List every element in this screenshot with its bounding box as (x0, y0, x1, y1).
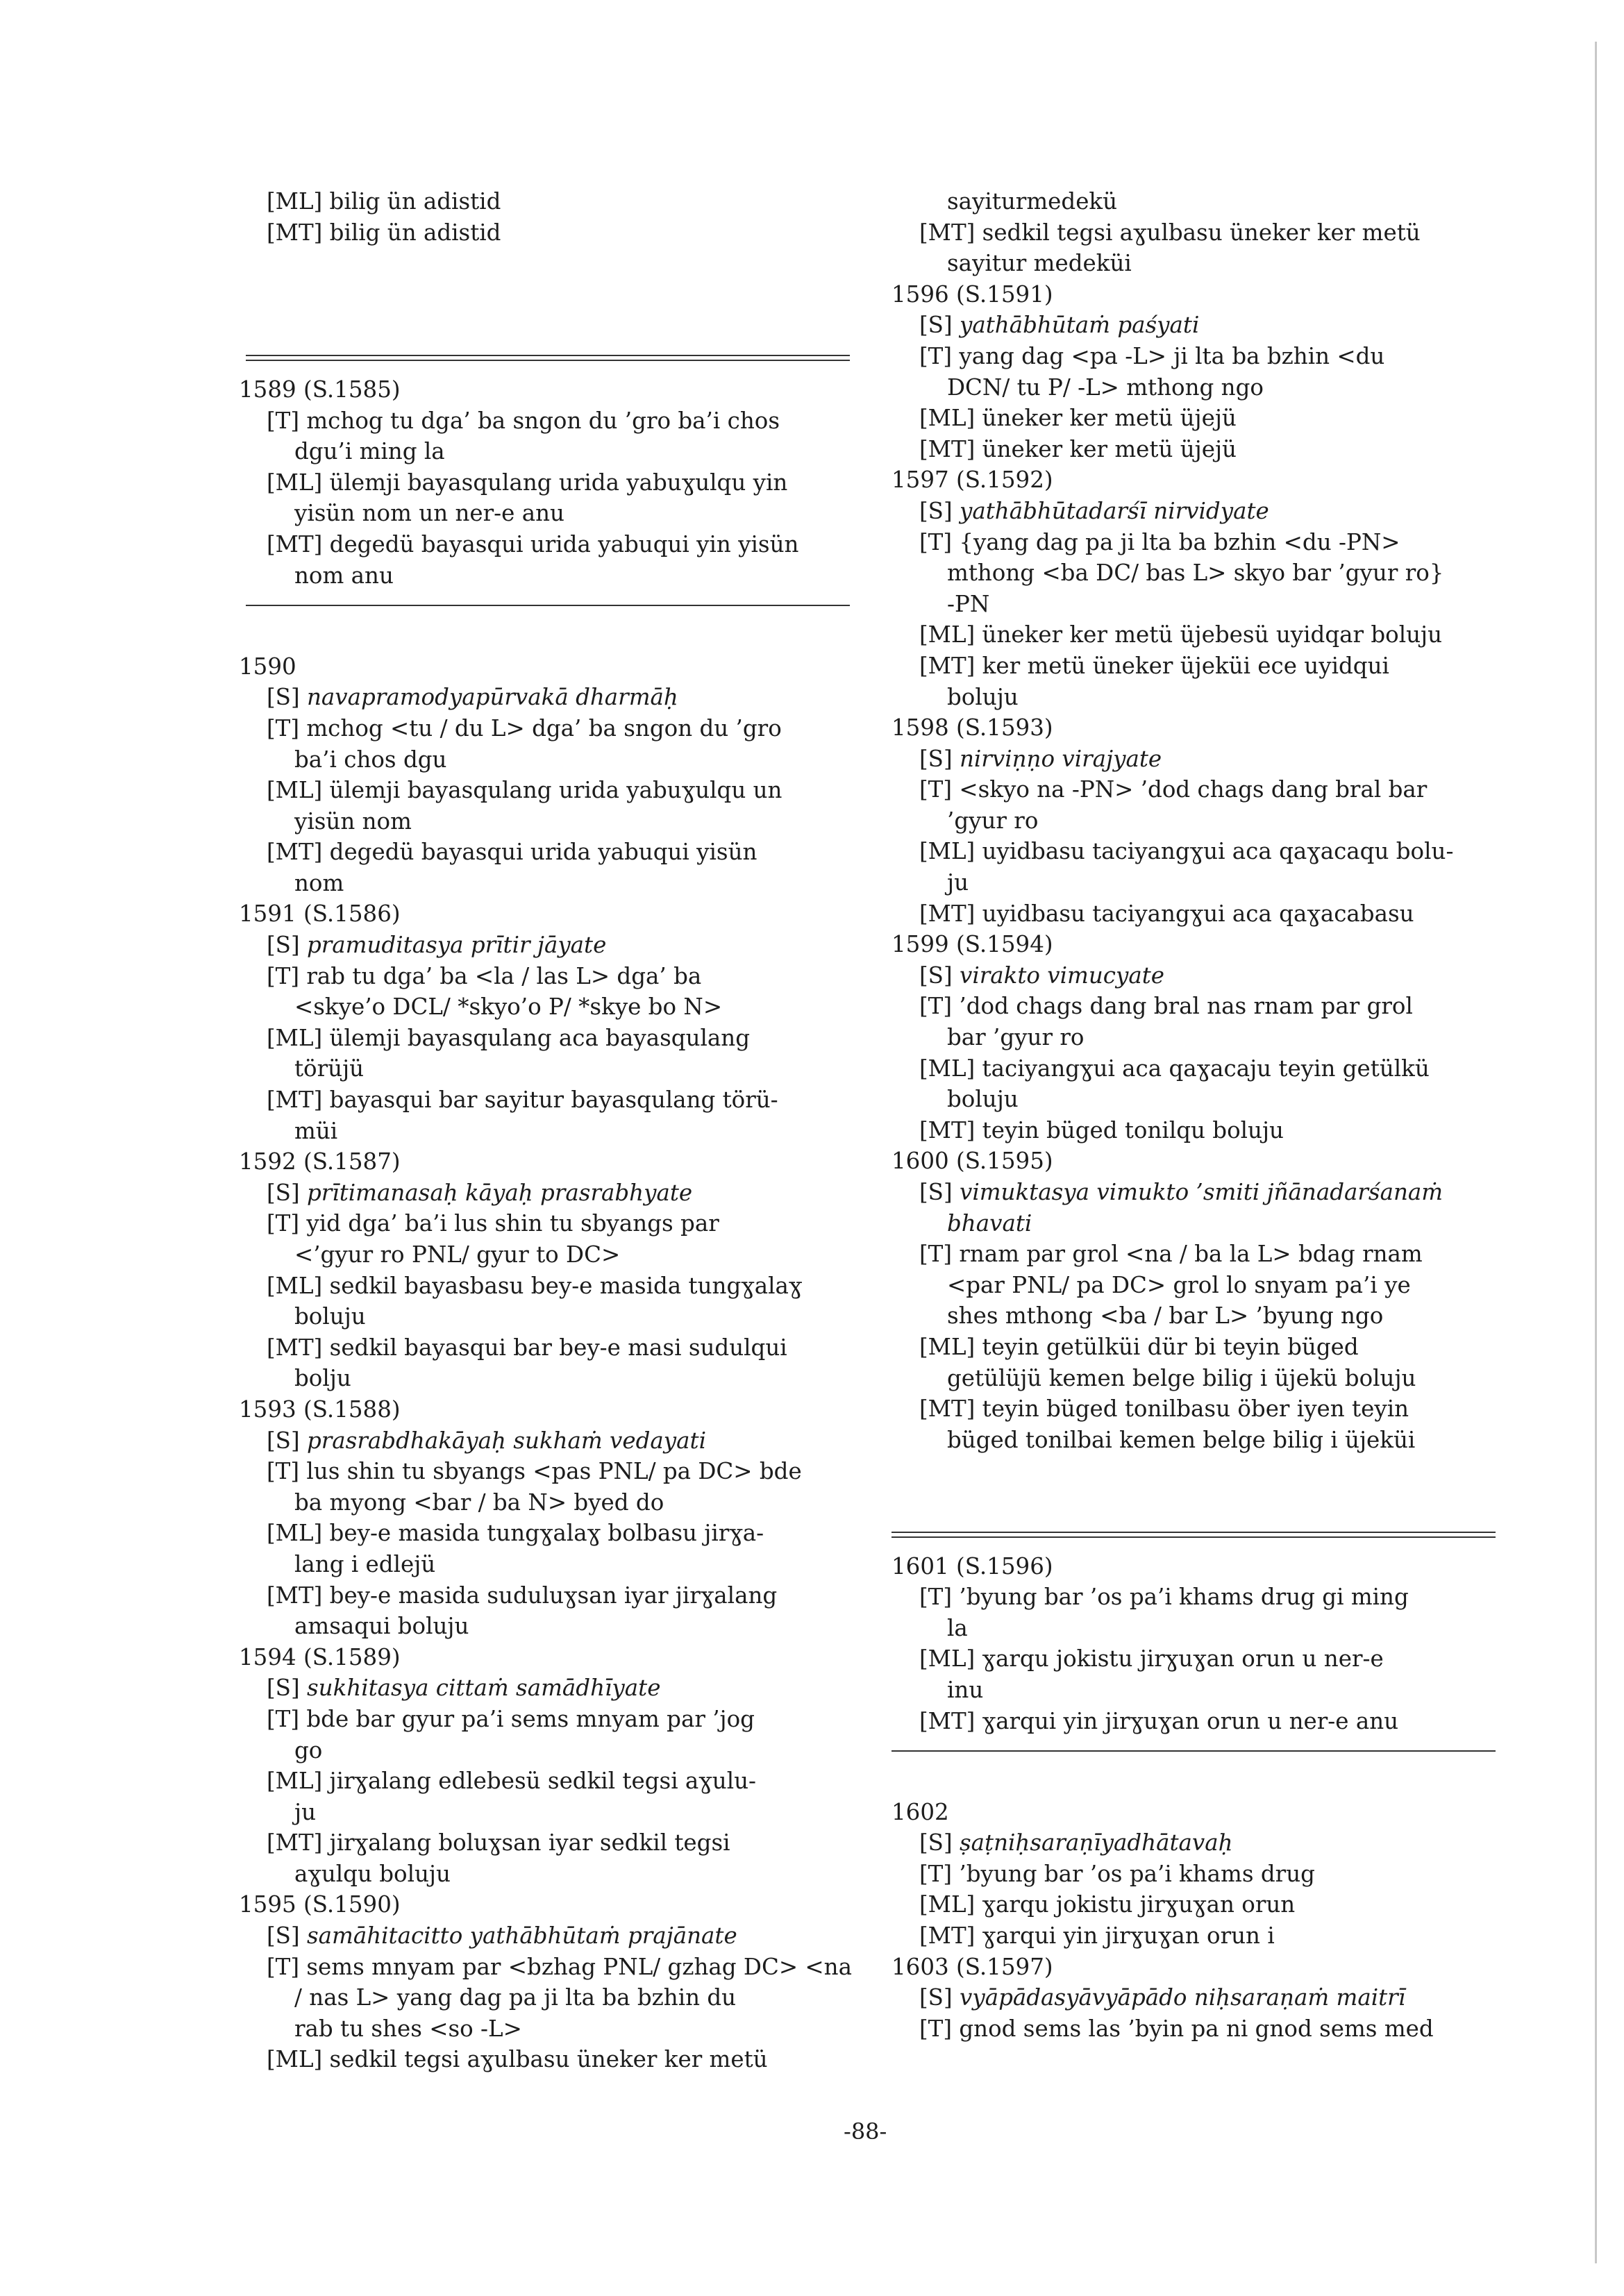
line-text: amsaqui boluju (294, 1613, 469, 1640)
entry-line (891, 1643, 1502, 1675)
sanskrit-text: virakto vimucyate (959, 962, 1165, 989)
entry-continuation (239, 1053, 850, 1084)
line-text: 1597 (S.1592) (891, 467, 1053, 494)
sanskrit-text: navapramodyapūrvakā dharmāḥ (306, 684, 678, 711)
line-text: bar ’gyur ro (947, 1024, 1085, 1051)
entry-continuation (239, 1735, 850, 1766)
entry-continuation (239, 1549, 850, 1580)
line-text: [MT] degedü bayasqui urida yabuqui yin yisün (267, 530, 799, 558)
line-tag: [S] (919, 497, 960, 524)
entry-line (239, 1518, 850, 1549)
line-text: [ML] taciyangɣui aca qaɣacaju teyin getülkü (919, 1055, 1430, 1082)
entry-line (891, 898, 1502, 930)
entry-line (239, 1920, 850, 1952)
sanskrit-text: yathābhūtadarśī nirvidyate (959, 497, 1269, 524)
line-text: [MT] ɣarqui yin jirɣuɣan orun i (919, 1922, 1275, 1950)
line-text: 1600 (S.1595) (891, 1148, 1053, 1175)
line-text: [T] rnam par grol <na / ba la L> bdag rnam (919, 1241, 1423, 1268)
entry-number (891, 464, 1502, 496)
line-tag: [S] (267, 932, 307, 959)
entry-line (239, 1673, 850, 1704)
line-text: [MT] uyidbasu taciyangɣui aca qaɣacabasu (919, 900, 1414, 927)
line-text: nom (294, 869, 344, 896)
entry-line (891, 403, 1502, 434)
spacer (239, 310, 850, 341)
spacer (891, 1486, 1502, 1518)
entry-continuation (239, 1239, 850, 1271)
entry-line (891, 836, 1502, 867)
line-text: sayitur medeküi (947, 250, 1132, 277)
entry-line (239, 529, 850, 560)
entry-number (239, 898, 850, 930)
line-text: / nas L> yang dag pa ji lta ba bzhin du (294, 1984, 737, 2011)
line-text: 1592 (S.1587) (239, 1148, 401, 1175)
line-text: 1602 (891, 1798, 949, 1825)
line-text: bolju (294, 1365, 351, 1392)
line-tag: [S] (267, 1922, 307, 1950)
spacer (239, 279, 850, 310)
entry-line (239, 1425, 850, 1457)
line-text: DCN/ tu P/ -L> mthong ngo (947, 374, 1264, 401)
entry-line (239, 1704, 850, 1735)
line-text: 1601 (S.1596) (891, 1552, 1053, 1579)
line-text: [MT] bayasqui bar sayitur bayasqulang törü- (267, 1087, 778, 1114)
entry-line (239, 775, 850, 806)
line-text: [MT] sedkil bayasqui bar bey-e masi sudulqui (267, 1334, 787, 1361)
entry-continuation (239, 1982, 850, 2013)
sanskrit-text: pramuditasya prītir jāyate (306, 932, 607, 959)
entry-continuation (891, 867, 1502, 898)
line-text: [MT] jirɣalang boluɣsan iyar sedkil tegsi (267, 1829, 730, 1857)
entry-line (239, 1178, 850, 1209)
line-text: [MT] degedü bayasqui urida yabuqui yisün (267, 839, 757, 866)
entry-line (891, 2013, 1502, 2045)
entry-continuation (239, 868, 850, 899)
entry-number (891, 1146, 1502, 1177)
entry-continuation (891, 1022, 1502, 1053)
line-text: [ML] jirɣalang edlebesü sedkil tegsi aɣulu- (267, 1768, 757, 1795)
entry-continuation (239, 2013, 850, 2045)
entry-line (891, 991, 1502, 1022)
line-tag: [S] (919, 745, 960, 772)
line-text: 1593 (S.1588) (239, 1396, 401, 1423)
sanskrit-text: vimuktasya vimukto ’smiti jñānadarśanaṁ (959, 1179, 1443, 1205)
entry-continuation (891, 1675, 1502, 1706)
entry-continuation (891, 248, 1502, 279)
entry-continuation (891, 558, 1502, 589)
entry-line (239, 217, 850, 249)
line-text: [ML] bilig ün adistid (267, 188, 501, 215)
line-text: [ML] sedkil tegsi aɣulbasu üneker ker metü (267, 2046, 768, 2073)
entry-continuation (891, 1425, 1502, 1456)
line-text: [T] lus shin tu sbyangs <pas PNL/ pa DC> bde (267, 1458, 802, 1485)
entry-line (891, 496, 1502, 527)
line-text: inu (947, 1676, 984, 1703)
entry-continuation (891, 186, 1502, 217)
entry-number (891, 1797, 1502, 1828)
line-text: [ML] sedkil bayasbasu bey-e masida tungɣalaɣ (267, 1272, 803, 1299)
entry-line (891, 310, 1502, 341)
line-text: [MT] üneker ker metü üjejü (919, 435, 1237, 462)
line-text: 1595 (S.1590) (239, 1891, 401, 1918)
entry-line (891, 1827, 1502, 1859)
line-text: yisün nom un ner-e anu (294, 500, 564, 527)
entry-line (239, 186, 850, 217)
entry-line (891, 744, 1502, 775)
line-text: getülüjü kemen belge bilig i üjekü boluju (947, 1364, 1416, 1391)
line-text: boluju (947, 683, 1019, 710)
line-text: ju (294, 1798, 317, 1825)
entry-line (891, 1115, 1502, 1146)
line-text: [ML] teyin getülküi dür bi teyin büged (919, 1333, 1359, 1360)
line-text: [T] sems mnyam par <bzhag PNL/ gzhag DC> <na (267, 1953, 852, 1980)
entry-continuation (239, 498, 850, 529)
entry-line (239, 961, 850, 992)
line-text: [ML] ɣarqu jokistu jirɣuɣan orun (919, 1891, 1296, 1918)
entry-line (891, 651, 1502, 682)
sanskrit-text: vyāpādasyāvyāpādo niḥsaraṇaṁ maitrī (959, 1984, 1406, 2011)
sanskrit-text: ṣaṭniḥsaraṇīyadhātavaḥ (959, 1829, 1233, 1857)
line-text: -PN (947, 590, 990, 617)
entry-line (239, 1827, 850, 1859)
line-text: 1589 (S.1585) (239, 376, 401, 403)
line-text: ’gyur ro (947, 807, 1039, 834)
line-text: [ML] ülemji bayasqulang aca bayasqulang (267, 1024, 751, 1051)
line-text: <par PNL/ pa DC> grol lo snyam pa’i ye (947, 1271, 1411, 1298)
line-tag: [S] (267, 684, 307, 711)
entry-line (891, 1239, 1502, 1270)
line-text: aɣulqu boluju (294, 1860, 451, 1887)
entry-continuation (891, 682, 1502, 713)
entry-line (891, 1706, 1502, 1737)
line-text: rab tu shes <so -L> (294, 2015, 522, 2042)
entry-number (239, 1146, 850, 1178)
line-tag: [S] (267, 1675, 307, 1702)
entry-line (891, 1859, 1502, 1890)
entry-line (891, 1889, 1502, 1920)
sanskrit-text: prītimanasaḥ kāyaḥ prasrabhyate (306, 1179, 693, 1206)
line-text: [T] gnod sems las ’byin pa ni gnod sems med (919, 2015, 1434, 2042)
sanskrit-text: yathābhūtaṁ paśyati (959, 312, 1200, 339)
entry-line (891, 1920, 1502, 1952)
entry-line (891, 619, 1502, 651)
line-text: [ML] üneker ker metü üjejü (919, 405, 1237, 432)
sanskrit-text: bhavati (947, 1209, 1032, 1237)
sanskrit-text: prasrabdhakāyaḥ sukhaṁ vedayati (306, 1427, 706, 1454)
entry-line (891, 960, 1502, 991)
entry-line (891, 1982, 1502, 2013)
line-text: la (947, 1614, 968, 1641)
entry-continuation (239, 560, 850, 592)
line-text: 1596 (S.1591) (891, 280, 1053, 308)
entry-line (239, 1332, 850, 1364)
line-tag: [S] (919, 1984, 960, 2011)
line-text: <skye’o DCL/ *skyo’o P/ *skye bo N> (294, 994, 723, 1021)
entry-continuation (891, 1208, 1502, 1239)
entry-number (891, 712, 1502, 744)
entry-continuation (239, 744, 850, 776)
entry-line (239, 1208, 850, 1239)
entry-line (239, 467, 850, 498)
line-text: [ML] ɣarqu jokistu jirɣuɣan orun u ner-e (919, 1645, 1384, 1673)
sanskrit-text: sukhitasya cittaṁ samādhīyate (306, 1675, 661, 1702)
entry-continuation (239, 1859, 850, 1890)
entry-continuation (891, 1363, 1502, 1394)
line-text: [T] rab tu dga’ ba <la / las L> dga’ ba (267, 962, 702, 989)
spacer (239, 620, 850, 651)
spacer (891, 1766, 1502, 1797)
line-text: [ML] ülemji bayasqulang urida yabuɣulqu yin (267, 469, 788, 496)
line-text: [MT] teyin büged tonilbasu öber iyen teyin (919, 1396, 1409, 1423)
entry-number (891, 1952, 1502, 1983)
entry-line (891, 774, 1502, 805)
entry-continuation (239, 1363, 850, 1394)
entry-continuation (891, 1270, 1502, 1301)
line-text: ba myong <bar / ba N> byed do (294, 1489, 664, 1516)
line-text: <’gyur ro PNL/ gyur to DC> (294, 1241, 621, 1268)
line-text: [T] mchog <tu / du L> dga’ ba sngon du ’gro (267, 714, 782, 741)
entry-line (239, 1023, 850, 1054)
entry-line (239, 713, 850, 744)
entry-continuation (891, 372, 1502, 403)
entry-line (239, 1952, 850, 1983)
entry-number (891, 1551, 1502, 1582)
line-tag: [S] (919, 1829, 960, 1857)
line-text: lang i edlejü (294, 1550, 436, 1577)
line-text: [T] {yang dag pa ji lta ba bzhin <du -PN> (919, 528, 1400, 555)
sanskrit-text: samāhitacitto yathābhūtaṁ prajānate (306, 1922, 737, 1950)
line-text: [ML] ülemji bayasqulang urida yabuɣulqu un (267, 777, 782, 804)
entry-line (239, 2044, 850, 2075)
entry-number (239, 1889, 850, 1920)
line-text: [MT] bilig ün adistid (267, 219, 501, 246)
line-tag: [S] (919, 962, 960, 989)
spacer (891, 1455, 1502, 1486)
line-text: [T] mchog tu dga’ ba sngon du ’gro ba’i chos (267, 407, 780, 434)
entry-line (239, 1580, 850, 1611)
entry-number (239, 1394, 850, 1425)
line-text: [T] yang dag <pa -L> ji lta ba bzhin <du (919, 342, 1385, 369)
entry-number (239, 651, 850, 682)
right-column (891, 186, 1502, 2044)
line-text: 1590 (239, 653, 296, 680)
line-text: [ML] bey-e masida tungɣalaɣ bolbasu jirɣa- (267, 1520, 764, 1547)
line-text: ba’i chos dgu (294, 746, 447, 773)
entry-continuation (239, 806, 850, 837)
entry-number (239, 374, 850, 405)
line-text: 1591 (S.1586) (239, 900, 401, 928)
left-column (239, 186, 850, 2075)
entry-continuation (239, 991, 850, 1023)
line-text: mthong <ba DC/ bas L> skyo bar ’gyur ro} (947, 560, 1444, 587)
entry-line (891, 217, 1502, 249)
line-text: [ML] üneker ker metü üjebesü uyidqar boluju (919, 621, 1443, 648)
section-divider-double (246, 355, 850, 361)
entry-line (239, 1084, 850, 1116)
entry-continuation (891, 1300, 1502, 1332)
section-divider-single (891, 1750, 1496, 1752)
sanskrit-text: nirviṇṇo virajyate (959, 745, 1162, 772)
entry-line (239, 1271, 850, 1302)
entry-line (891, 341, 1502, 372)
line-text: 1599 (S.1594) (891, 931, 1053, 958)
line-text: [ML] uyidbasu taciyangɣui aca qaɣacaqu bolu- (919, 838, 1454, 865)
entry-line (239, 1456, 850, 1487)
entry-line (239, 930, 850, 961)
entry-line (891, 1053, 1502, 1084)
line-tag: [S] (919, 312, 960, 339)
entry-continuation (891, 589, 1502, 620)
section-divider-single (246, 605, 850, 606)
line-text: [T] ’dod chags dang bral nas rnam par grol (919, 993, 1413, 1020)
line-text: [T] <skyo na -PN> ’dod chags dang bral bar (919, 776, 1428, 803)
entry-continuation (239, 1611, 850, 1642)
entry-number (891, 279, 1502, 310)
entry-line (891, 1177, 1502, 1208)
line-text: müi (294, 1117, 338, 1144)
line-text: ju (947, 869, 969, 896)
line-text: boluju (947, 1086, 1019, 1113)
entry-continuation (239, 1116, 850, 1147)
entry-line (239, 405, 850, 437)
entry-line (891, 1332, 1502, 1363)
entry-continuation (239, 1797, 850, 1828)
line-text: sayiturmedekü (947, 188, 1118, 215)
line-text: [T] ’byung bar ’os pa’i khams drug gi ming (919, 1584, 1409, 1611)
line-text: nom anu (294, 562, 394, 589)
line-text: [T] bde bar gyur pa’i sems mnyam par ’jog (267, 1705, 755, 1732)
entry-continuation (891, 805, 1502, 837)
line-text: [MT] ɣarqui yin jirɣuɣan orun u ner-e anu (919, 1707, 1399, 1734)
line-text: büged tonilbai kemen belge bilig i üjeküi (947, 1426, 1416, 1453)
line-text: boluju (294, 1303, 366, 1330)
line-text: 1598 (S.1593) (891, 714, 1053, 741)
line-text: [MT] bey-e masida suduluɣsan iyar jirɣalang (267, 1582, 778, 1609)
entry-line (239, 837, 850, 868)
entry-number (891, 929, 1502, 960)
page-number: -88- (844, 2118, 887, 2145)
entry-line (891, 527, 1502, 558)
entry-number (239, 1642, 850, 1673)
entry-continuation (891, 1613, 1502, 1644)
line-text: [MT] teyin büged tonilqu boluju (919, 1116, 1284, 1143)
entry-line (239, 1766, 850, 1797)
spacer (239, 248, 850, 279)
entry-line (239, 682, 850, 713)
scan-edge (1595, 42, 1597, 2263)
entry-continuation (239, 1487, 850, 1518)
line-text: [MT] sedkil tegsi aɣulbasu üneker ker metü (919, 219, 1421, 246)
entry-line (891, 1393, 1502, 1425)
entry-line (891, 434, 1502, 465)
line-text: törüjü (294, 1055, 365, 1082)
entry-continuation (891, 1084, 1502, 1115)
line-text: shes mthong <ba / bar L> ’byung ngo (947, 1302, 1384, 1330)
line-text: [T] yid dga’ ba’i lus shin tu sbyangs par (267, 1210, 719, 1237)
line-text: [MT] ker metü üneker üjeküi ece uyidqui (919, 652, 1389, 679)
entry-line (891, 1582, 1502, 1613)
section-divider-double (891, 1532, 1496, 1538)
entry-continuation (239, 436, 850, 467)
line-tag: [S] (267, 1427, 307, 1454)
line-text: yisün nom (294, 807, 412, 835)
line-text: [T] ’byung bar ’os pa’i khams drug (919, 1860, 1315, 1887)
line-tag: [S] (919, 1179, 960, 1205)
line-text: 1603 (S.1597) (891, 1953, 1053, 1980)
entry-continuation (239, 1301, 850, 1332)
line-text: 1594 (S.1589) (239, 1643, 401, 1670)
line-text: dgu’i ming la (294, 438, 445, 465)
line-tag: [S] (267, 1179, 307, 1206)
line-text: go (294, 1736, 323, 1763)
